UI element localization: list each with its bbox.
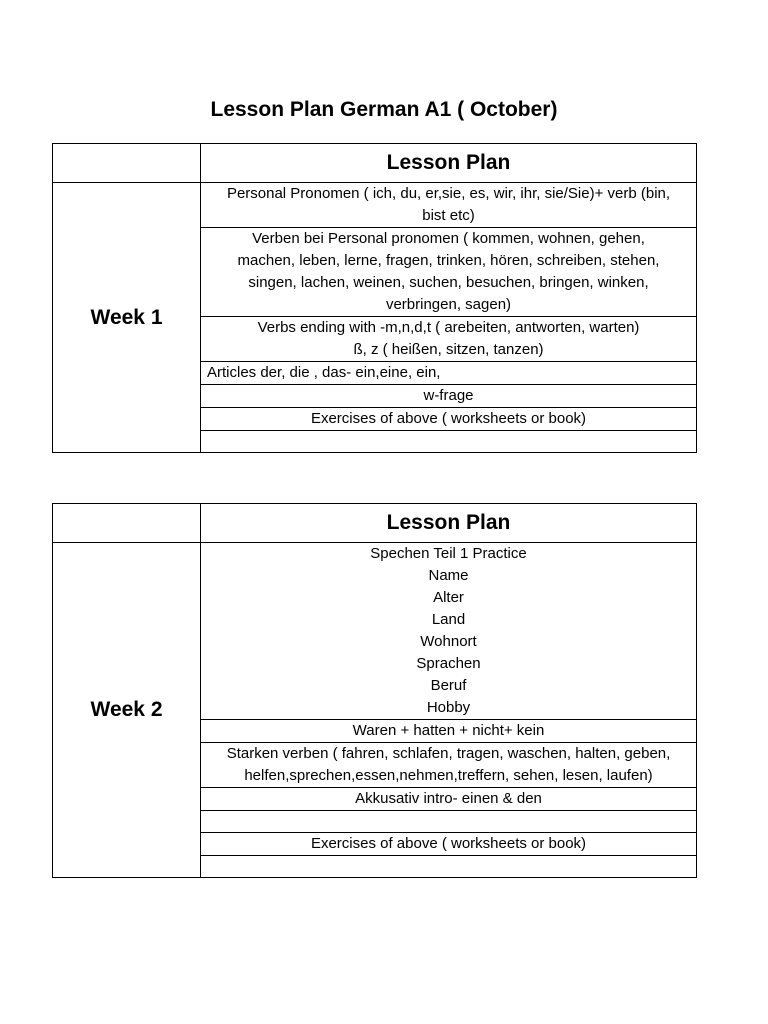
topic-line: Verben bei Personal pronomen ( kommen, wohnen, gehen,	[252, 230, 645, 247]
lesson-plan-header: Lesson Plan	[201, 144, 697, 183]
lesson-plan-header: Lesson Plan	[201, 504, 697, 543]
table-row	[53, 543, 697, 720]
header-empty-cell	[53, 144, 201, 183]
topic-cell	[201, 543, 697, 720]
topic-cell	[201, 833, 697, 856]
topic-line: Waren + hatten + nicht+ kein	[352, 722, 545, 739]
topic-line: w-frage	[423, 387, 474, 404]
topic-line: Exercises of above ( worksheets or book)	[310, 835, 587, 852]
week-label: Week 2	[53, 543, 201, 878]
topic-line: singen, lachen, weinen, suchen, besuchen, bringen, winken,	[248, 274, 649, 291]
topic-cell	[201, 183, 697, 228]
topic-line: Beruf	[430, 677, 467, 694]
week-1-table	[52, 143, 697, 453]
empty-topic-cell	[201, 856, 697, 878]
week-2-table	[52, 503, 697, 878]
topic-line: Personal Pronomen ( ich, du, er,sie, es, wir, ihr, sie/Sie)+ verb (bin,	[226, 185, 671, 202]
empty-topic-cell	[201, 811, 697, 833]
topic-line: Name	[428, 567, 469, 584]
topic-cell	[201, 743, 697, 788]
topic-line: Wohnort	[420, 633, 477, 650]
topic-cell	[201, 720, 697, 743]
topic-cell	[201, 788, 697, 811]
table-header-row	[53, 144, 697, 183]
topic-line: Sprachen	[416, 655, 481, 672]
empty-topic-cell	[201, 431, 697, 453]
topic-line: bist etc)	[422, 207, 475, 224]
topic-line: machen, leben, lerne, fragen, trinken, hören, schreiben, stehen,	[237, 252, 660, 269]
topic-line: Starken verben ( fahren, schlafen, tragen, waschen, halten, geben,	[226, 745, 671, 762]
header-empty-cell	[53, 504, 201, 543]
topic-line: Spechen Teil 1 Practice	[370, 545, 527, 562]
week-label: Week 1	[53, 183, 201, 453]
topic-line: Hobby	[426, 699, 471, 716]
topic-cell	[201, 362, 697, 385]
document-title: Lesson Plan German A1 ( October)	[210, 98, 558, 121]
topic-cell	[201, 317, 697, 362]
topic-line: Verbs ending with -m,n,d,t ( arebeiten, antworten, warten)	[257, 319, 640, 336]
topic-line: helfen,sprechen,essen,nehmen,treffern, sehen, lesen, laufen)	[244, 767, 653, 784]
topic-line: verbringen, sagen)	[385, 296, 512, 313]
table-header-row	[53, 504, 697, 543]
topic-line: Land	[431, 611, 466, 628]
topic-cell	[201, 385, 697, 408]
topic-cell	[201, 228, 697, 317]
topic-line: Exercises of above ( worksheets or book)	[310, 410, 587, 427]
topic-line: ß, z ( heißen, sitzen, tanzen)	[353, 341, 544, 358]
topic-line: Articles der, die , das- ein,eine, ein,	[207, 364, 441, 381]
topic-line: Akkusativ intro- einen & den	[355, 790, 542, 807]
topic-line: Alter	[433, 589, 464, 606]
table-row	[53, 183, 697, 228]
topic-cell	[201, 408, 697, 431]
